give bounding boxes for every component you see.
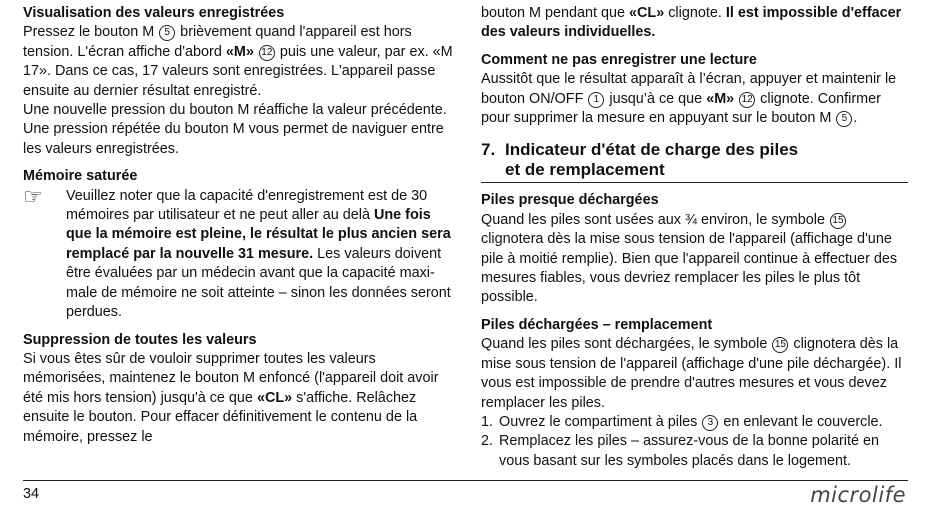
- page-number: 34: [23, 486, 40, 502]
- list-item: 1. Ouvrez le compartiment à piles 3 en enlevant le couvercle.: [481, 413, 883, 430]
- chapter-title: [481, 140, 908, 183]
- right-column: [481, 4, 908, 471]
- paragraph: bouton M pendant que «CL» clignote. Il est impossible d'effacer des valeurs individuelles.: [481, 5, 902, 41]
- callout-number: 3: [702, 415, 718, 431]
- chapter-title-text: Indicateur d'état de charge des piles et de remplacement: [505, 140, 799, 180]
- pointing-hand-icon: ☞: [23, 183, 43, 209]
- paragraph: Quand les piles sont déchargées, le symbole 15 clignotera dès la mise sous tension de l'appareil (affichage d'une pile déchargée). Il vous est impossible de prendre d'autres mesures et vous devez remplacer les piles.: [481, 336, 902, 411]
- footer-divider: [23, 480, 908, 481]
- chapter-number: 7.: [481, 140, 496, 160]
- section-heading: Suppression de toutes les valeurs: [23, 331, 257, 348]
- callout-number: 15: [830, 213, 846, 229]
- left-column: [23, 4, 457, 447]
- note-block: [23, 183, 457, 323]
- section-heading: Mémoire saturée: [23, 168, 138, 185]
- paragraph: Aussitôt que le résultat apparaît à l’écran, appuyer et maintenir le bouton ON/OFF 1 jusqu’à ce que «M» 12 clignote. Confirmer pour supprimer la mesure en appuyant sur le bouton M 5 .: [481, 71, 897, 127]
- section-no-record: [481, 51, 908, 129]
- section-heading: Piles presque déchargées: [481, 192, 659, 209]
- section-batteries-empty: [481, 316, 908, 471]
- brand-logo: microlife: [810, 483, 906, 507]
- section-batteries-low: [481, 191, 908, 307]
- section-view-values: [23, 4, 457, 159]
- callout-number: 1: [588, 92, 604, 108]
- section-memory-full: [23, 167, 457, 322]
- callout-number: 5: [836, 111, 852, 127]
- section-delete-all: [23, 331, 457, 447]
- section-heading: Visualisation des valeurs enregistrées: [23, 5, 285, 21]
- list-item: 2. Remplacez les piles – assurez-vous de la bonne polarité en vous basant sur les symboles placés dans le logement.: [481, 433, 879, 469]
- paragraph: Quand les piles sont usées aux ¾ environ, le symbole 15 clignotera dès la mise sous tension de l'appareil (affichage d'une pile à moitié remplie). Bien que l'appareil continue à effectuer des mesures fiables, vous devriez remplacer les piles le plus tôt possible.: [481, 211, 898, 306]
- section-heading: Piles déchargées – remplacement: [481, 316, 713, 333]
- paragraph: Une nouvelle pression du bouton M réaffiche la valeur précédente. Une pression répétée du bouton M vous permet de naviguer entre les valeurs enregistrées.: [23, 102, 447, 157]
- section-heading: Comment ne pas enregistrer une lecture: [481, 51, 757, 68]
- paragraph: Si vous êtes sûr de vouloir supprimer toutes les valeurs mémorisées, maintenez le bouton M enfoncé (l'appareil doit avoir été mis hors tension) jusqu'à ce que «CL» s'affiche. Relâchez ensuite le bouton. Pour effacer définitivement le contenu de la mémoire, pressez le: [23, 350, 439, 445]
- callout-number: 12: [739, 92, 755, 108]
- section-delete-continued: [481, 4, 908, 43]
- callout-number: 15: [772, 337, 788, 353]
- paragraph: Pressez le bouton M 5 brièvement quand l'appareil est hors tension. L'écran affiche d'abord «M» 12 puis une valeur, par ex. «M 17». Dans ce cas, 17 valeurs sont enregistrées. L'appareil passe ensuite au dernier résultat enregistré.: [23, 24, 453, 99]
- replacement-steps: [481, 413, 908, 471]
- note-text: Veuillez noter que la capacité d'enregistrement est de 30 mémoires par utilisateur et ne peut aller au delà Une fois que la mémoire est pleine, le résultat le plus ancien sera remplacé par la nouvelle 31 mesure. Les valeurs doivent être évaluées par un médecin avant que la capacité maxi-male de mémoire ne soit atteinte – sinon les données seront perdues.: [66, 187, 451, 321]
- callout-number: 5: [159, 25, 175, 41]
- callout-number: 12: [259, 45, 275, 61]
